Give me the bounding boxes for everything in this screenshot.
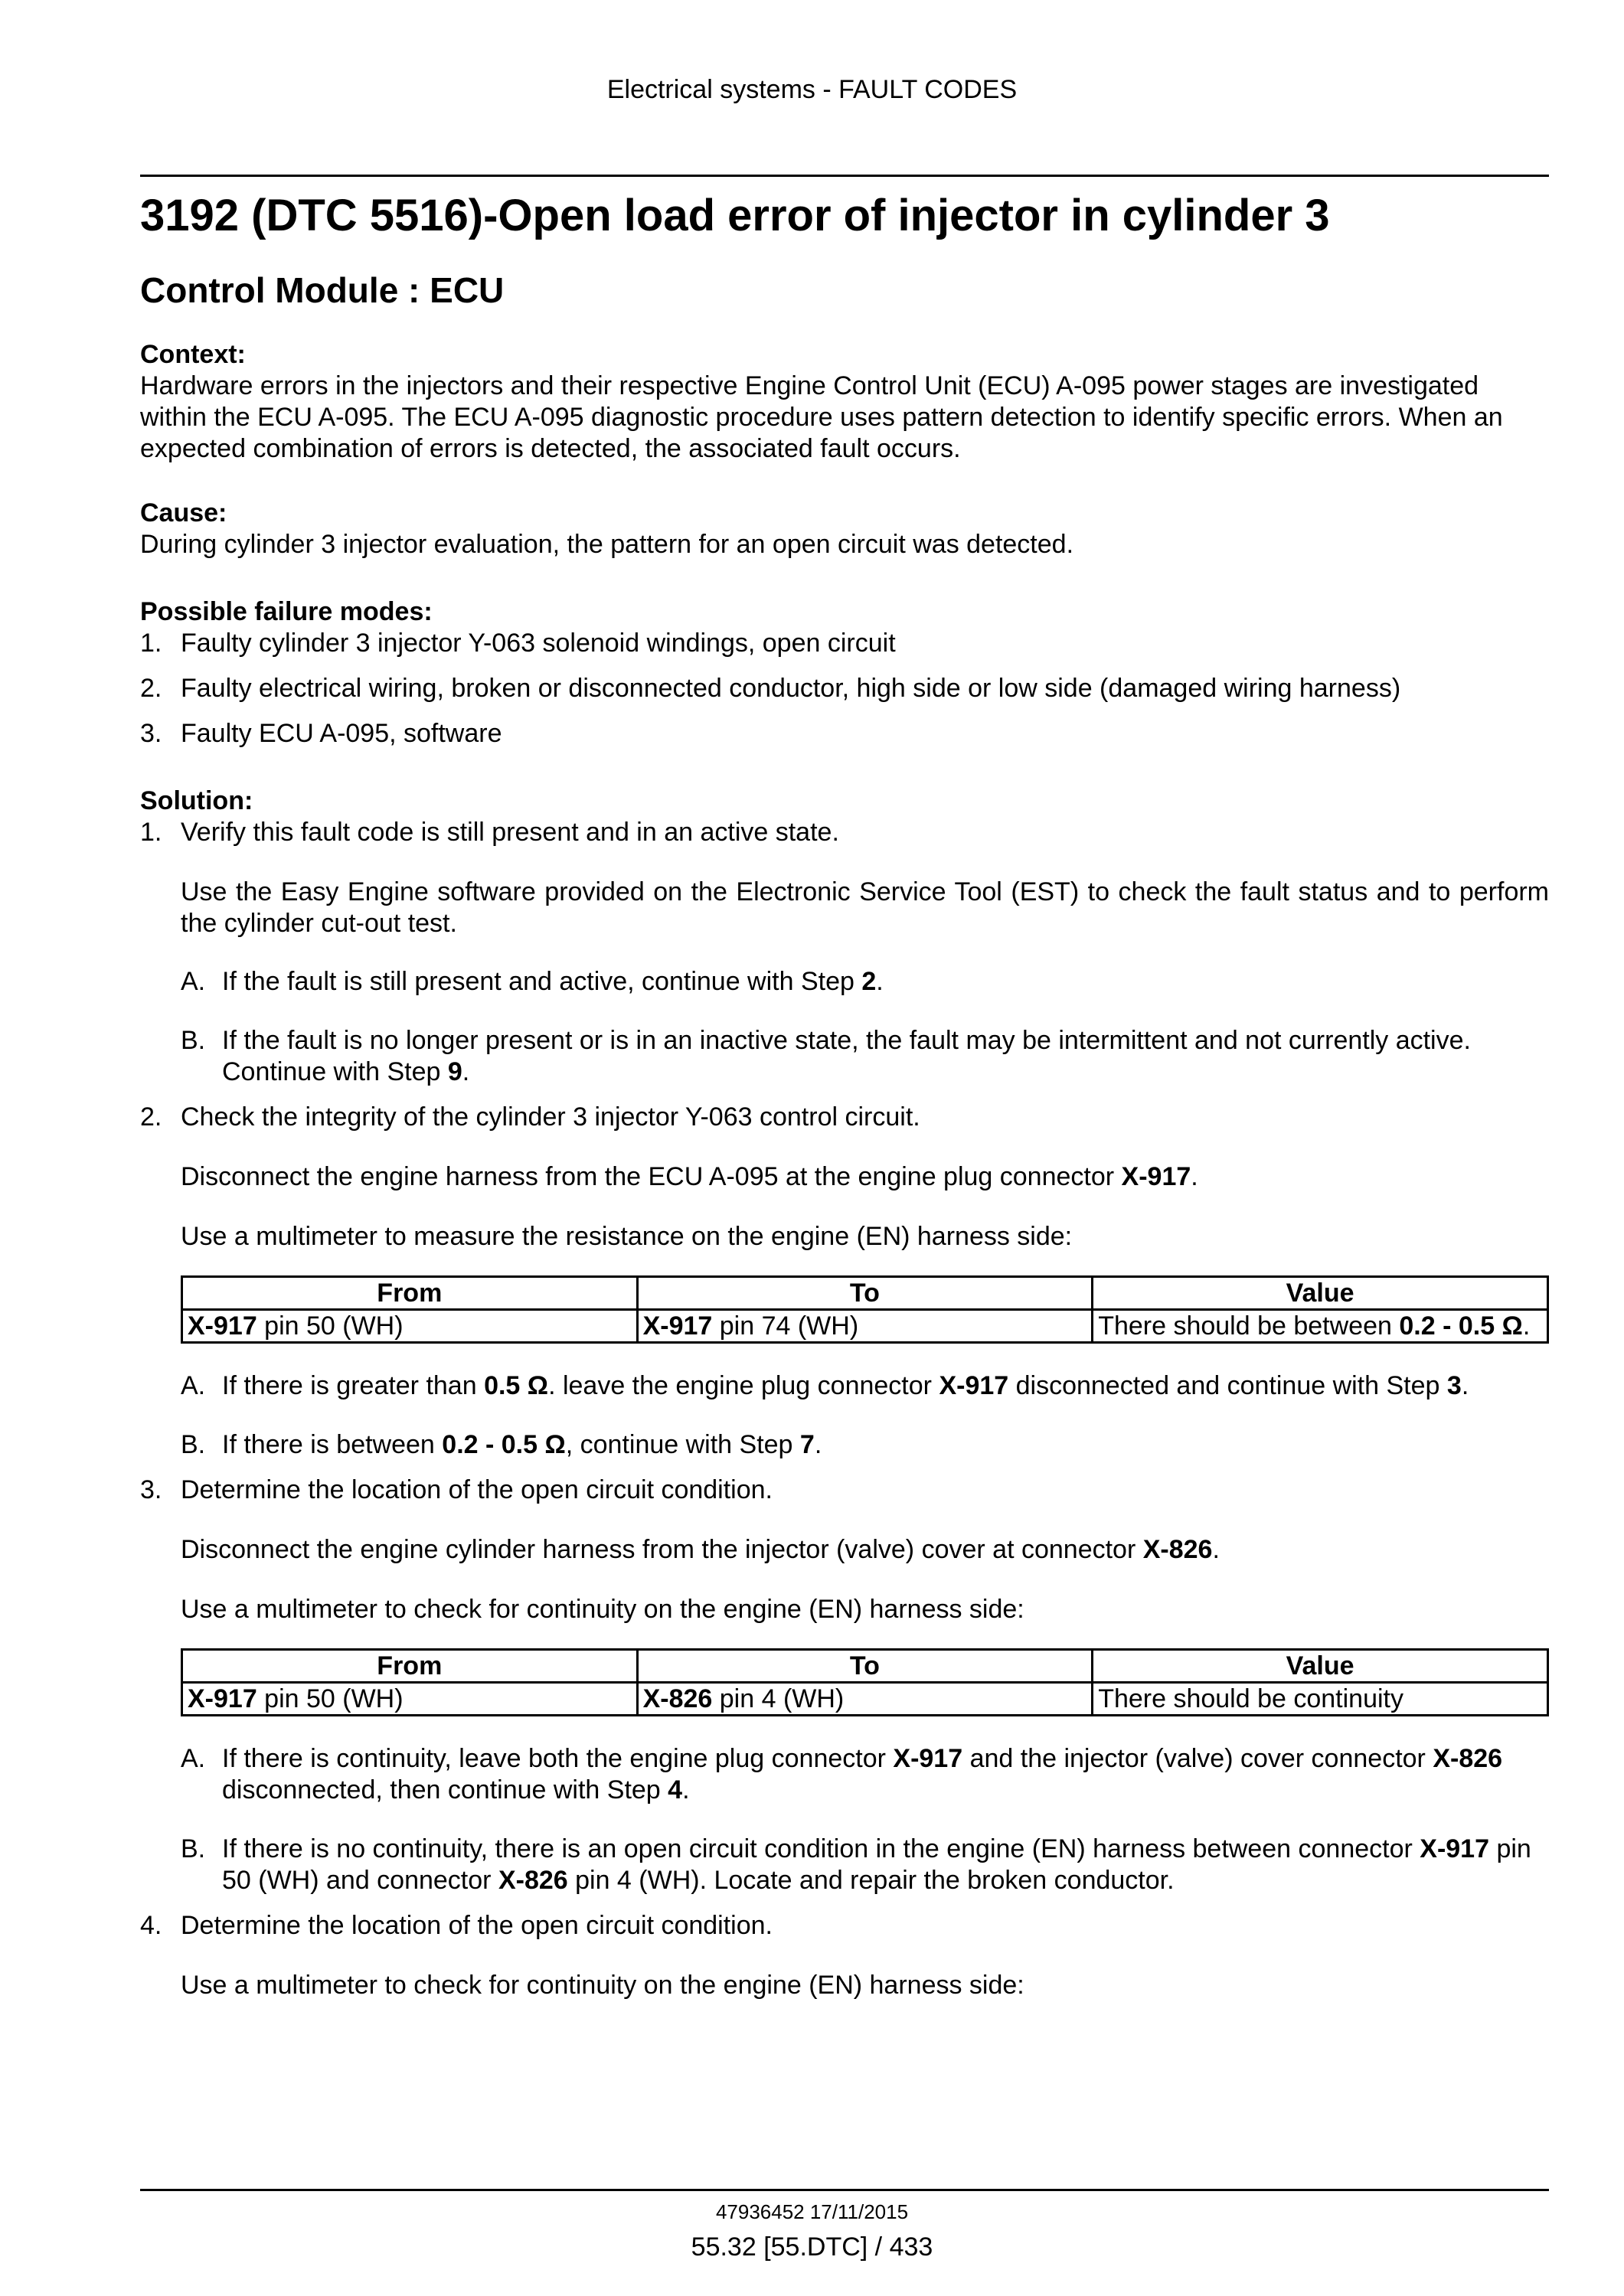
- step-reference: 9: [447, 1057, 462, 1086]
- step-reference: 4: [668, 1775, 683, 1804]
- value-ref: 0.5 Ω: [484, 1371, 549, 1400]
- option-letter: A.: [181, 967, 206, 996]
- step-number: 2.: [140, 1102, 162, 1132]
- option-a: [181, 1370, 1549, 1402]
- cause-text: During cylinder 3 injector evaluation, the pattern for an open circuit was detected.: [140, 530, 1074, 559]
- table-row: [182, 1683, 1548, 1716]
- value-range: 0.2 - 0.5 Ω: [442, 1430, 566, 1459]
- context-text: Hardware errors in the injectors and their respective Engine Control Unit (ECU) A-095 power stages are investigated within the ECU A-095. The ECU A-095 diagnostic procedure uses pattern detection to identify specific errors. When an expected combination of errors is detected, the associated fault occurs.: [140, 371, 1503, 463]
- list-item-text: Faulty ECU A-095, software: [181, 719, 502, 748]
- option-text: If there is between: [222, 1430, 443, 1459]
- list-item: [140, 673, 1549, 704]
- step-paragraph: Use the Easy Engine software provided on the Electronic Service Tool (EST) to check the fault status and to perform the cylinder cut-out test.: [181, 877, 1549, 938]
- table-header-from: From: [182, 1650, 638, 1683]
- step-instruction: Determine the location of the open circuit condition.: [181, 1475, 773, 1504]
- option-b: [181, 1429, 1549, 1461]
- connector-ref: X-917: [1420, 1834, 1489, 1863]
- pin-text: pin 50 (WH): [257, 1311, 404, 1341]
- step-instruction: Check the integrity of the cylinder 3 injector Y-063 control circuit.: [181, 1102, 920, 1132]
- cause-section: [140, 497, 1549, 560]
- list-number: 3.: [140, 719, 162, 748]
- option-text-end: .: [462, 1057, 470, 1086]
- list-item-text: Faulty cylinder 3 injector Y-063 solenoid windings, open circuit: [181, 629, 896, 658]
- step-paragraph: [181, 1161, 1549, 1193]
- pin-text: pin 4 (WH): [712, 1684, 845, 1713]
- step-paragraph: [181, 1534, 1549, 1566]
- connector-ref: X-826: [1433, 1744, 1503, 1773]
- table-cell-to: [637, 1683, 1093, 1716]
- paragraph-text: Disconnect the engine harness from the ECU A-095 at the engine plug connector: [181, 1162, 1122, 1191]
- option-text: and the injector (valve) cover connector: [962, 1744, 1433, 1773]
- option-text-end: .: [814, 1430, 822, 1459]
- option-b: [181, 1834, 1549, 1896]
- table-header-to: To: [637, 1277, 1093, 1310]
- step-reference: 3: [1446, 1371, 1462, 1400]
- solution-step-1: [140, 817, 1549, 1088]
- solution-step-4: [140, 1910, 1549, 2001]
- connector-ref: X-917: [893, 1744, 963, 1773]
- continuity-table: [181, 1648, 1549, 1716]
- option-text-end: .: [682, 1775, 690, 1804]
- connector-ref: X-917: [1121, 1162, 1191, 1191]
- list-item: [140, 718, 1549, 750]
- step-options: [181, 1743, 1549, 1896]
- table-cell-to: [637, 1310, 1093, 1343]
- footer-page-number: 55.32 [55.DTC] / 433: [691, 2232, 933, 2262]
- value-text-end: .: [1522, 1311, 1531, 1341]
- table-cell-value: [1093, 1310, 1548, 1343]
- list-number: 2.: [140, 674, 162, 703]
- option-text-end: .: [876, 967, 884, 996]
- table-header-value: Value: [1093, 1650, 1548, 1683]
- table-cell-from: [182, 1310, 638, 1343]
- option-text: If the fault is no longer present or is in an inactive state, the fault may be intermittent and not currently active. Continue with Step: [222, 1026, 1471, 1086]
- paragraph-text-end: .: [1191, 1162, 1198, 1191]
- step-options: [181, 1370, 1549, 1461]
- step-number: 4.: [140, 1911, 162, 1940]
- option-text: disconnected, then continue with Step: [222, 1775, 668, 1804]
- context-label: Context:: [140, 340, 246, 369]
- table-header-row: [182, 1277, 1548, 1310]
- option-a: [181, 1743, 1549, 1806]
- step-number: 3.: [140, 1475, 162, 1504]
- connector-ref: X-826: [642, 1684, 713, 1713]
- option-text-end: .: [1461, 1371, 1469, 1400]
- paragraph-text-end: .: [1212, 1535, 1220, 1564]
- option-text: If the fault is still present and active, continue with Step: [222, 967, 862, 996]
- value-range: 0.2 - 0.5 Ω: [1399, 1311, 1523, 1341]
- pin-text: pin 74 (WH): [712, 1311, 859, 1341]
- step-instruction: Verify this fault code is still present and in an active state.: [181, 818, 839, 847]
- option-letter: B.: [181, 1430, 206, 1459]
- list-item-text: Faulty electrical wiring, broken or disconnected conductor, high side or low side (damaged wiring harness): [181, 674, 1401, 703]
- connector-ref: X-917: [188, 1311, 257, 1341]
- option-letter: A.: [181, 1744, 206, 1773]
- option-b: [181, 1025, 1549, 1088]
- option-text: If there is no continuity, there is an open circuit condition in the engine (EN) harness between connector: [222, 1834, 1420, 1863]
- footer-rule: [140, 2189, 1549, 2191]
- solution-step-2: [140, 1102, 1549, 1461]
- control-module-label: Control Module :: [140, 270, 420, 310]
- option-letter: B.: [181, 1834, 206, 1863]
- footer-document-reference: 47936452 17/11/2015: [715, 2200, 909, 2223]
- cause-label: Cause:: [140, 498, 227, 527]
- page-title: 3192 (DTC 5516)-Open load error of injector in cylinder 3: [140, 191, 1330, 240]
- connector-ref: X-826: [1142, 1535, 1213, 1564]
- table-header-from: From: [182, 1277, 638, 1310]
- measurement-table: [181, 1275, 1549, 1344]
- failure-modes-section: [140, 596, 1549, 750]
- step-reference: 2: [861, 967, 877, 996]
- step-options: [181, 966, 1549, 1088]
- solution-label: Solution:: [140, 786, 253, 815]
- table-header-to: To: [637, 1650, 1093, 1683]
- step-instruction: Determine the location of the open circuit condition.: [181, 1911, 773, 1940]
- option-text: If there is continuity, leave both the engine plug connector: [222, 1744, 894, 1773]
- pin-text: pin 50 (WH): [257, 1684, 404, 1713]
- value-text: There should be between: [1098, 1311, 1400, 1341]
- connector-ref: X-826: [498, 1866, 568, 1895]
- failure-modes-label: Possible failure modes:: [140, 597, 433, 626]
- table-row: [182, 1310, 1548, 1343]
- option-letter: A.: [181, 1371, 206, 1400]
- connector-ref: X-917: [939, 1371, 1009, 1400]
- solution-step-3: [140, 1475, 1549, 1896]
- control-module-heading: [140, 263, 1549, 317]
- table-header-value: Value: [1093, 1277, 1548, 1310]
- solution-section: [140, 785, 1549, 2001]
- option-text: , continue with Step: [565, 1430, 800, 1459]
- running-header: Electrical systems - FAULT CODES: [606, 75, 1018, 104]
- step-reference: 7: [799, 1430, 815, 1459]
- step-paragraph: Use a multimeter to check for continuity on the engine (EN) harness side:: [181, 1595, 1024, 1624]
- option-text: pin 50 (WH) and connector: [222, 1834, 1531, 1895]
- step-number: 1.: [140, 818, 162, 847]
- control-module-value: ECU: [430, 270, 505, 310]
- option-letter: B.: [181, 1026, 206, 1055]
- list-item: [140, 628, 1549, 659]
- option-a: [181, 966, 1549, 998]
- context-section: [140, 338, 1549, 465]
- header-rule: [140, 175, 1549, 177]
- option-text: If there is greater than: [222, 1371, 485, 1400]
- option-text: . leave the engine plug connector: [548, 1371, 939, 1400]
- connector-ref: X-917: [642, 1311, 713, 1341]
- list-number: 1.: [140, 629, 162, 658]
- option-text: disconnected and continue with Step: [1008, 1371, 1447, 1400]
- solution-steps: [140, 817, 1549, 2001]
- page-content: [140, 182, 1549, 2015]
- failure-modes-list: [140, 628, 1549, 750]
- step-paragraph: Use a multimeter to measure the resistance on the engine (EN) harness side:: [181, 1222, 1073, 1251]
- table-cell-value: There should be continuity: [1093, 1683, 1548, 1716]
- connector-ref: X-917: [188, 1684, 257, 1713]
- paragraph-text: Disconnect the engine cylinder harness from the injector (valve) cover at connector: [181, 1535, 1143, 1564]
- table-cell-from: [182, 1683, 638, 1716]
- option-text-end: pin 4 (WH). Locate and repair the broken conductor.: [567, 1866, 1175, 1895]
- table-header-row: [182, 1650, 1548, 1683]
- step-paragraph: Use a multimeter to check for continuity on the engine (EN) harness side:: [181, 1971, 1024, 2000]
